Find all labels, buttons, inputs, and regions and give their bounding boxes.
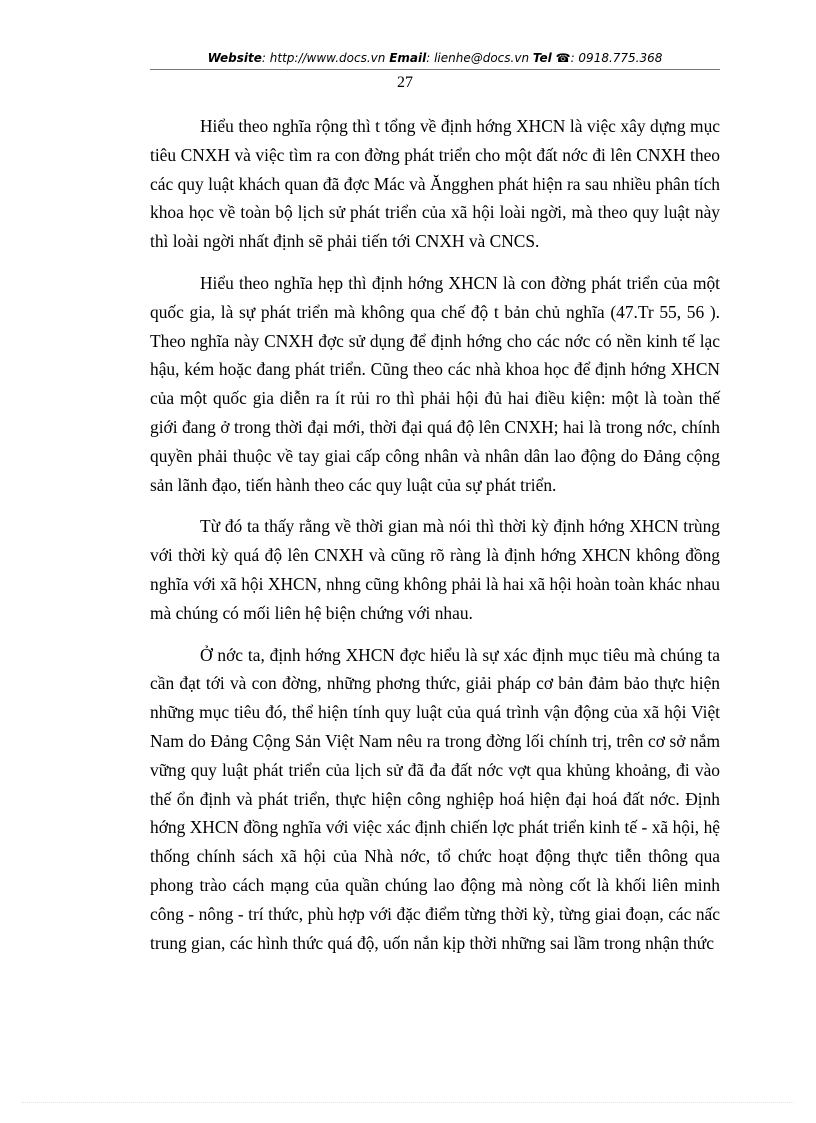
page-number: 27: [397, 74, 413, 91]
tel-value: : 0918.775.368: [570, 51, 663, 65]
tel-label: Tel: [532, 51, 552, 65]
paragraph-transition-period: Từ đó ta thấy rằng về thời gian mà nói thì thời kỳ định hớng XHCN trùng với thời kỳ quá độ lên CNXH và cũng rõ ràng là định hớng XHCN không đồng nghĩa với xã hội XHCN, nhng cũng không phải là hai xã hội hoàn toàn khác nhau mà chúng có mối liên hệ biện chứng với nhau.: [150, 516, 720, 623]
page-header: [150, 50, 720, 66]
website-label: Website: [207, 51, 262, 65]
document-body: [150, 112, 720, 970]
paragraph-broad-definition: Hiểu theo nghĩa rộng thì t tổng về định hớng XHCN là việc xây dựng mục tiêu CNXH và việc tìm ra con đờng phát triển cho một đất nớc đi lên CNXH theo các quy luật khách quan đã đợc Mác và Ăngghen phát hiện ra sau nhiều phân tích khoa học về toàn bộ lịch sử phát triển của xã hội loài ngời, mà theo quy luật này thì loài ngời nhất định sẽ phải tiến tới CNXH và CNCS.: [150, 116, 720, 252]
footer-divider: [22, 1102, 794, 1103]
paragraph-narrow-definition: Hiểu theo nghĩa hẹp thì định hớng XHCN là con đờng phát triển của một quốc gia, là sự phát triển mà không qua chế độ t bản chủ nghĩa (47.Tr 55, 56 ). Theo nghĩa này CNXH đợc sử dụng để định hớng cho các nớc có nền kinh tế lạc hậu, kém hoặc đang phát triển. Cũng theo các nhà khoa học để định hớng XHCN của một quốc gia diễn ra ít rủi ro thì phải hội đủ hai điều kiện: một là toàn thế giới đang ở trong thời đại mới, thời đại quá độ lên CNXH; hai là trong nớc, chính quyền phải thuộc về tay giai cấp công nhân và nhân dân lao động do Đảng cộng sản lãnh đạo, tiến hành theo các quy luật của sự phát triển.: [150, 272, 720, 495]
paragraph-vietnam-orientation: Ở nớc ta, định hớng XHCN đợc hiểu là sự xác định mục tiêu mà chúng ta cần đạt tới và con đờng, những phơng thức, giải pháp cơ bản đảm bảo thực hiện những mục tiêu đó, thể hiện tính quy luật của quá trình vận động của xã hội Việt Nam do Đảng Cộng Sản Việt Nam nêu ra trong đờng lối chính trị, trên cơ sở nắm vững quy luật phát triển của lịch sử đã đa đất nớc vợt qua khủng khoảng, đi vào thế ổn định và phát triển, thực hiện công nghiệp hoá hiện đại hoá đất nớc. Định hớng XHCN đồng nghĩa với việc xác định chiến lợc phát triển kinh tế - xã hội, hệ thống chính sách xã hội của Nhà nớc, tổ chức hoạt động thực tiễn thông qua phong trào cách mạng của quần chúng lao động mà nòng cốt là khối liên minh công - nông - trí thức, phù hợp với đặc điểm từng thời kỳ, từng giai đoạn, các nấc trung gian, các hình thức quá độ, uốn nắn kịp thời những sai lầm trong nhận thức: [150, 644, 720, 953]
website-value: : http://www.docs.vn: [261, 51, 386, 65]
telephone-icon: ☎: [555, 51, 571, 65]
email-value: : lienhe@docs.vn: [426, 51, 530, 65]
header-divider: [150, 69, 720, 70]
email-label: Email: [389, 51, 427, 65]
